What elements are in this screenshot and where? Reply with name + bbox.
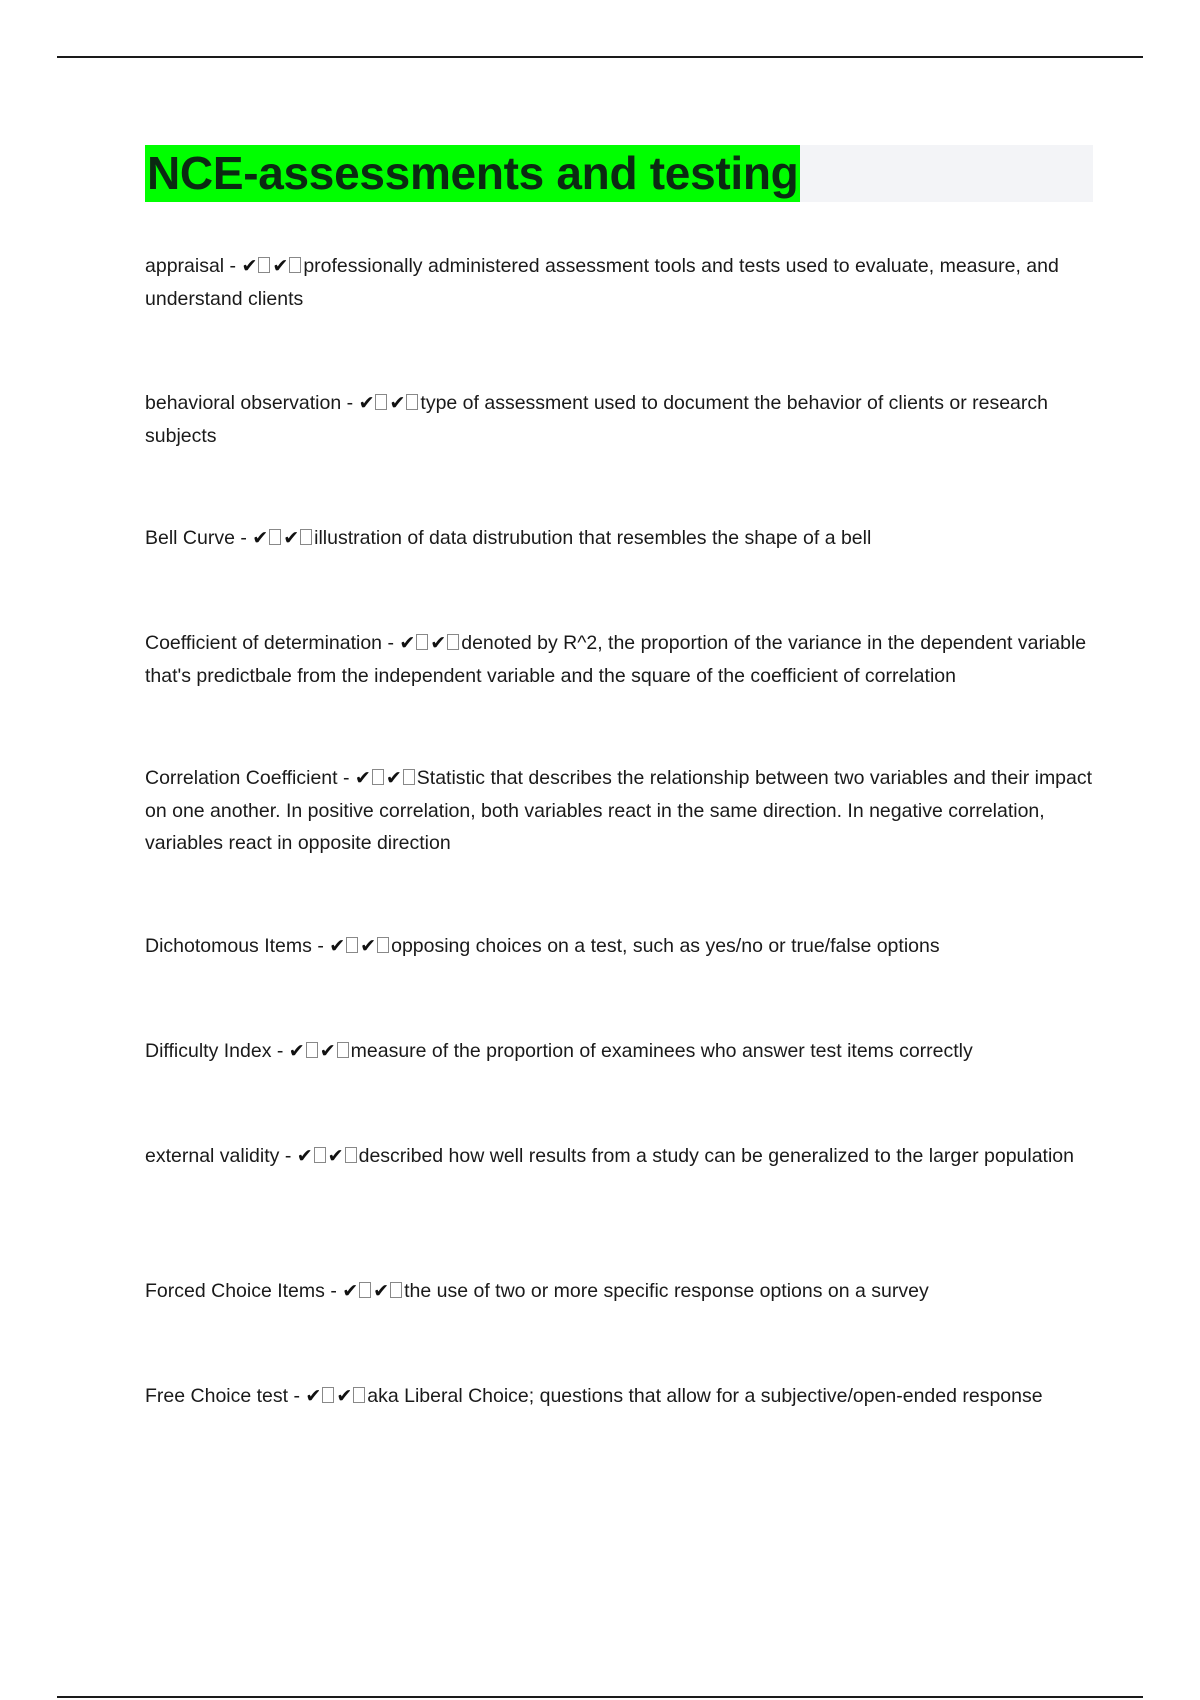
term-entry	[145, 1035, 1093, 1068]
separator: -	[279, 1145, 297, 1167]
separator: -	[271, 1040, 289, 1062]
definition: illustration of data distrubution that resembles the shape of a bell	[314, 527, 872, 549]
term: Dichotomous Items	[145, 935, 312, 957]
definition: measure of the proportion of examinees who answer test items correctly	[350, 1040, 973, 1062]
separator: -	[288, 1385, 306, 1407]
separator: -	[337, 767, 355, 789]
definition: described how well results from a study can be generalized to the larger population	[358, 1145, 1074, 1167]
term: appraisal	[145, 255, 225, 277]
box-icon	[289, 257, 301, 273]
check-icon: ✔	[252, 527, 269, 549]
box-icon	[372, 769, 384, 785]
check-icon: ✔	[305, 1385, 322, 1407]
box-icon	[390, 1282, 402, 1298]
separator: -	[311, 935, 330, 957]
check-icon: ✔	[342, 1280, 359, 1302]
check-icon: ✔	[329, 935, 346, 957]
page-title: NCE-assessments and testing	[145, 145, 800, 202]
definition: opposing choices on a test, such as yes/no or true/false options	[391, 935, 940, 957]
check-icon: ✔	[360, 935, 377, 957]
term-entry	[145, 387, 1093, 452]
check-icon: ✔	[399, 632, 416, 654]
separator: -	[382, 632, 400, 654]
box-icon	[306, 1042, 318, 1058]
term-entry	[145, 1140, 1093, 1173]
definition: denoted by R^2, the proportion of the variance in the dependent variable that's predictbale from the independent variable and the square of the coefficient of correlation	[145, 632, 1087, 687]
term: Forced Choice Items	[145, 1280, 325, 1302]
box-icon	[300, 529, 312, 545]
term: Bell Curve	[145, 527, 235, 549]
check-icon: ✔	[288, 1040, 305, 1062]
box-icon	[269, 529, 281, 545]
box-icon	[314, 1147, 326, 1163]
definition: professionally administered assessment tools and tests used to evaluate, measure, and understand clients	[145, 255, 1059, 310]
box-icon	[406, 394, 418, 410]
term: Difficulty Index	[145, 1040, 272, 1062]
box-icon	[258, 257, 270, 273]
box-icon	[359, 1282, 371, 1298]
top-rule	[57, 56, 1143, 58]
term: behavioral observation	[145, 392, 342, 414]
definition: aka Liberal Choice; questions that allow for a subjective/open-ended response	[367, 1385, 1043, 1407]
check-icon: ✔	[389, 392, 406, 414]
check-icon: ✔	[296, 1145, 313, 1167]
term: Coefficient of determination	[145, 632, 383, 654]
definition: Statistic that describes the relationship between two variables and their impact on one another. In positive correlation, both variables react in the same direction. In negative correlation, variables react in opposite direction	[145, 767, 1093, 854]
term-entry	[145, 930, 1093, 963]
check-icon: ✔	[354, 767, 371, 789]
box-icon	[337, 1042, 349, 1058]
check-icon: ✔	[430, 632, 447, 654]
check-icon: ✔	[358, 392, 375, 414]
definition: type of assessment used to document the behavior of clients or research subjects	[145, 392, 1048, 447]
check-icon: ✔	[385, 767, 402, 789]
separator: -	[324, 1280, 343, 1302]
box-icon	[346, 937, 358, 953]
check-icon: ✔	[319, 1040, 336, 1062]
box-icon	[375, 394, 387, 410]
separator: -	[234, 527, 253, 549]
term: Free Choice test	[145, 1385, 289, 1407]
title-band	[145, 145, 1093, 202]
check-icon: ✔	[336, 1385, 353, 1407]
term-entry	[145, 250, 1093, 315]
check-icon: ✔	[241, 255, 258, 277]
term-entry	[145, 1275, 1093, 1308]
separator: -	[224, 255, 242, 277]
check-icon: ✔	[373, 1280, 390, 1302]
definition: the use of two or more specific response options on a survey	[404, 1280, 929, 1302]
term: external validity	[145, 1145, 280, 1167]
box-icon	[353, 1387, 365, 1403]
term: Correlation Coefficient	[145, 767, 338, 789]
box-icon	[416, 634, 428, 650]
box-icon	[447, 634, 459, 650]
box-icon	[322, 1387, 334, 1403]
box-icon	[345, 1147, 357, 1163]
box-icon	[377, 937, 389, 953]
bottom-rule	[57, 1696, 1143, 1698]
term-entry	[145, 762, 1093, 860]
check-icon: ✔	[272, 255, 289, 277]
check-icon: ✔	[327, 1145, 344, 1167]
separator: -	[341, 392, 359, 414]
term-entry	[145, 522, 1093, 555]
box-icon	[403, 769, 415, 785]
check-icon: ✔	[283, 527, 300, 549]
term-entry	[145, 1380, 1093, 1413]
term-entry	[145, 627, 1093, 692]
